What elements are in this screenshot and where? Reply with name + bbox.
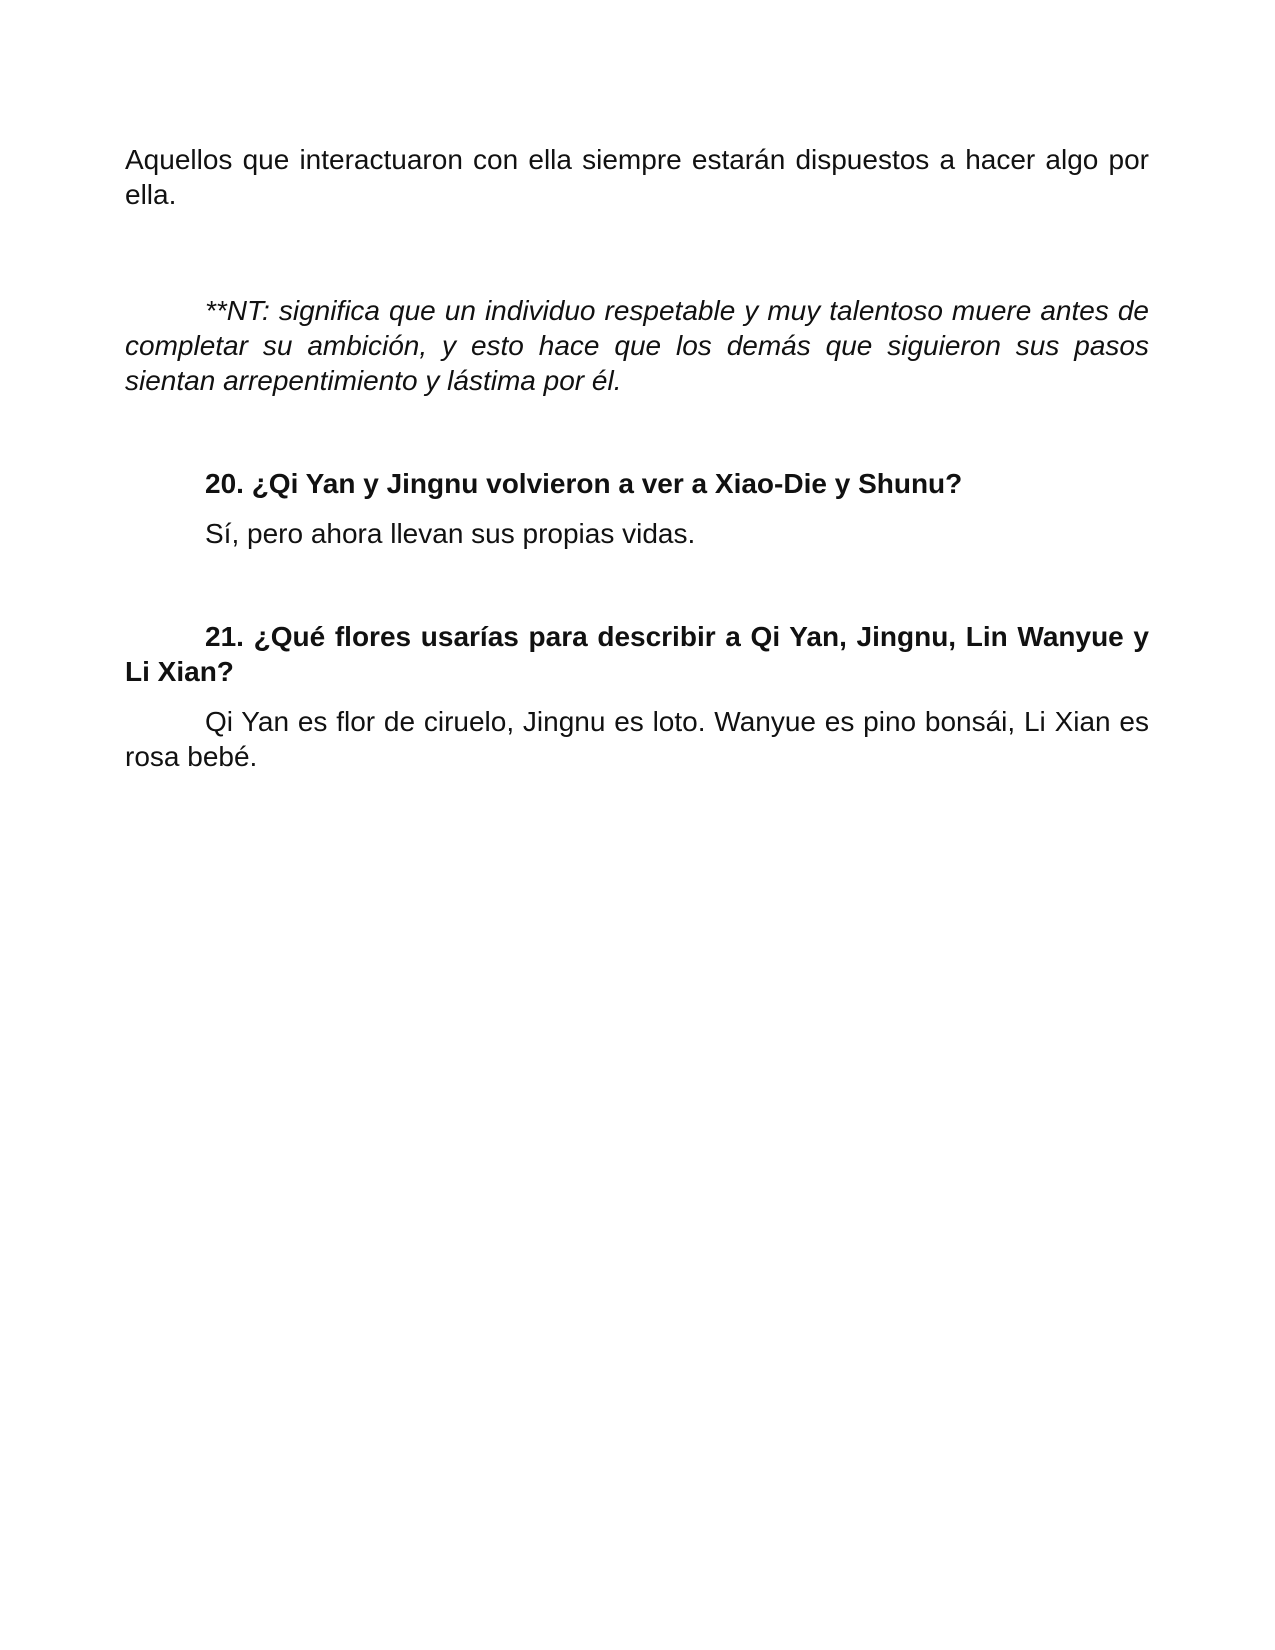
- question-20: 20. ¿Qi Yan y Jingnu volvieron a ver a Xiao-Die y Shunu?: [205, 468, 963, 499]
- answer-21: Qi Yan es flor de ciruelo, Jingnu es loto. Wanyue es pino bonsái, Li Xian es rosa bebé.: [125, 706, 1149, 772]
- answer-20: Sí, pero ahora llevan sus propias vidas.: [205, 518, 696, 549]
- intro-paragraph: Aquellos que interactuaron con ella siempre estarán dispuestos a hacer algo por ella.: [125, 144, 1149, 210]
- document-page: [125, 142, 1149, 774]
- translator-note: **NT: significa que un individuo respetable y muy talentoso muere antes de completar su ambición, y esto hace que los demás que siguieron sus pasos sientan arrepentimiento y lástima por él.: [125, 295, 1149, 396]
- question-21: 21. ¿Qué flores usarías para describir a Qi Yan, Jingnu, Lin Wanyue y Li Xian?: [125, 621, 1149, 687]
